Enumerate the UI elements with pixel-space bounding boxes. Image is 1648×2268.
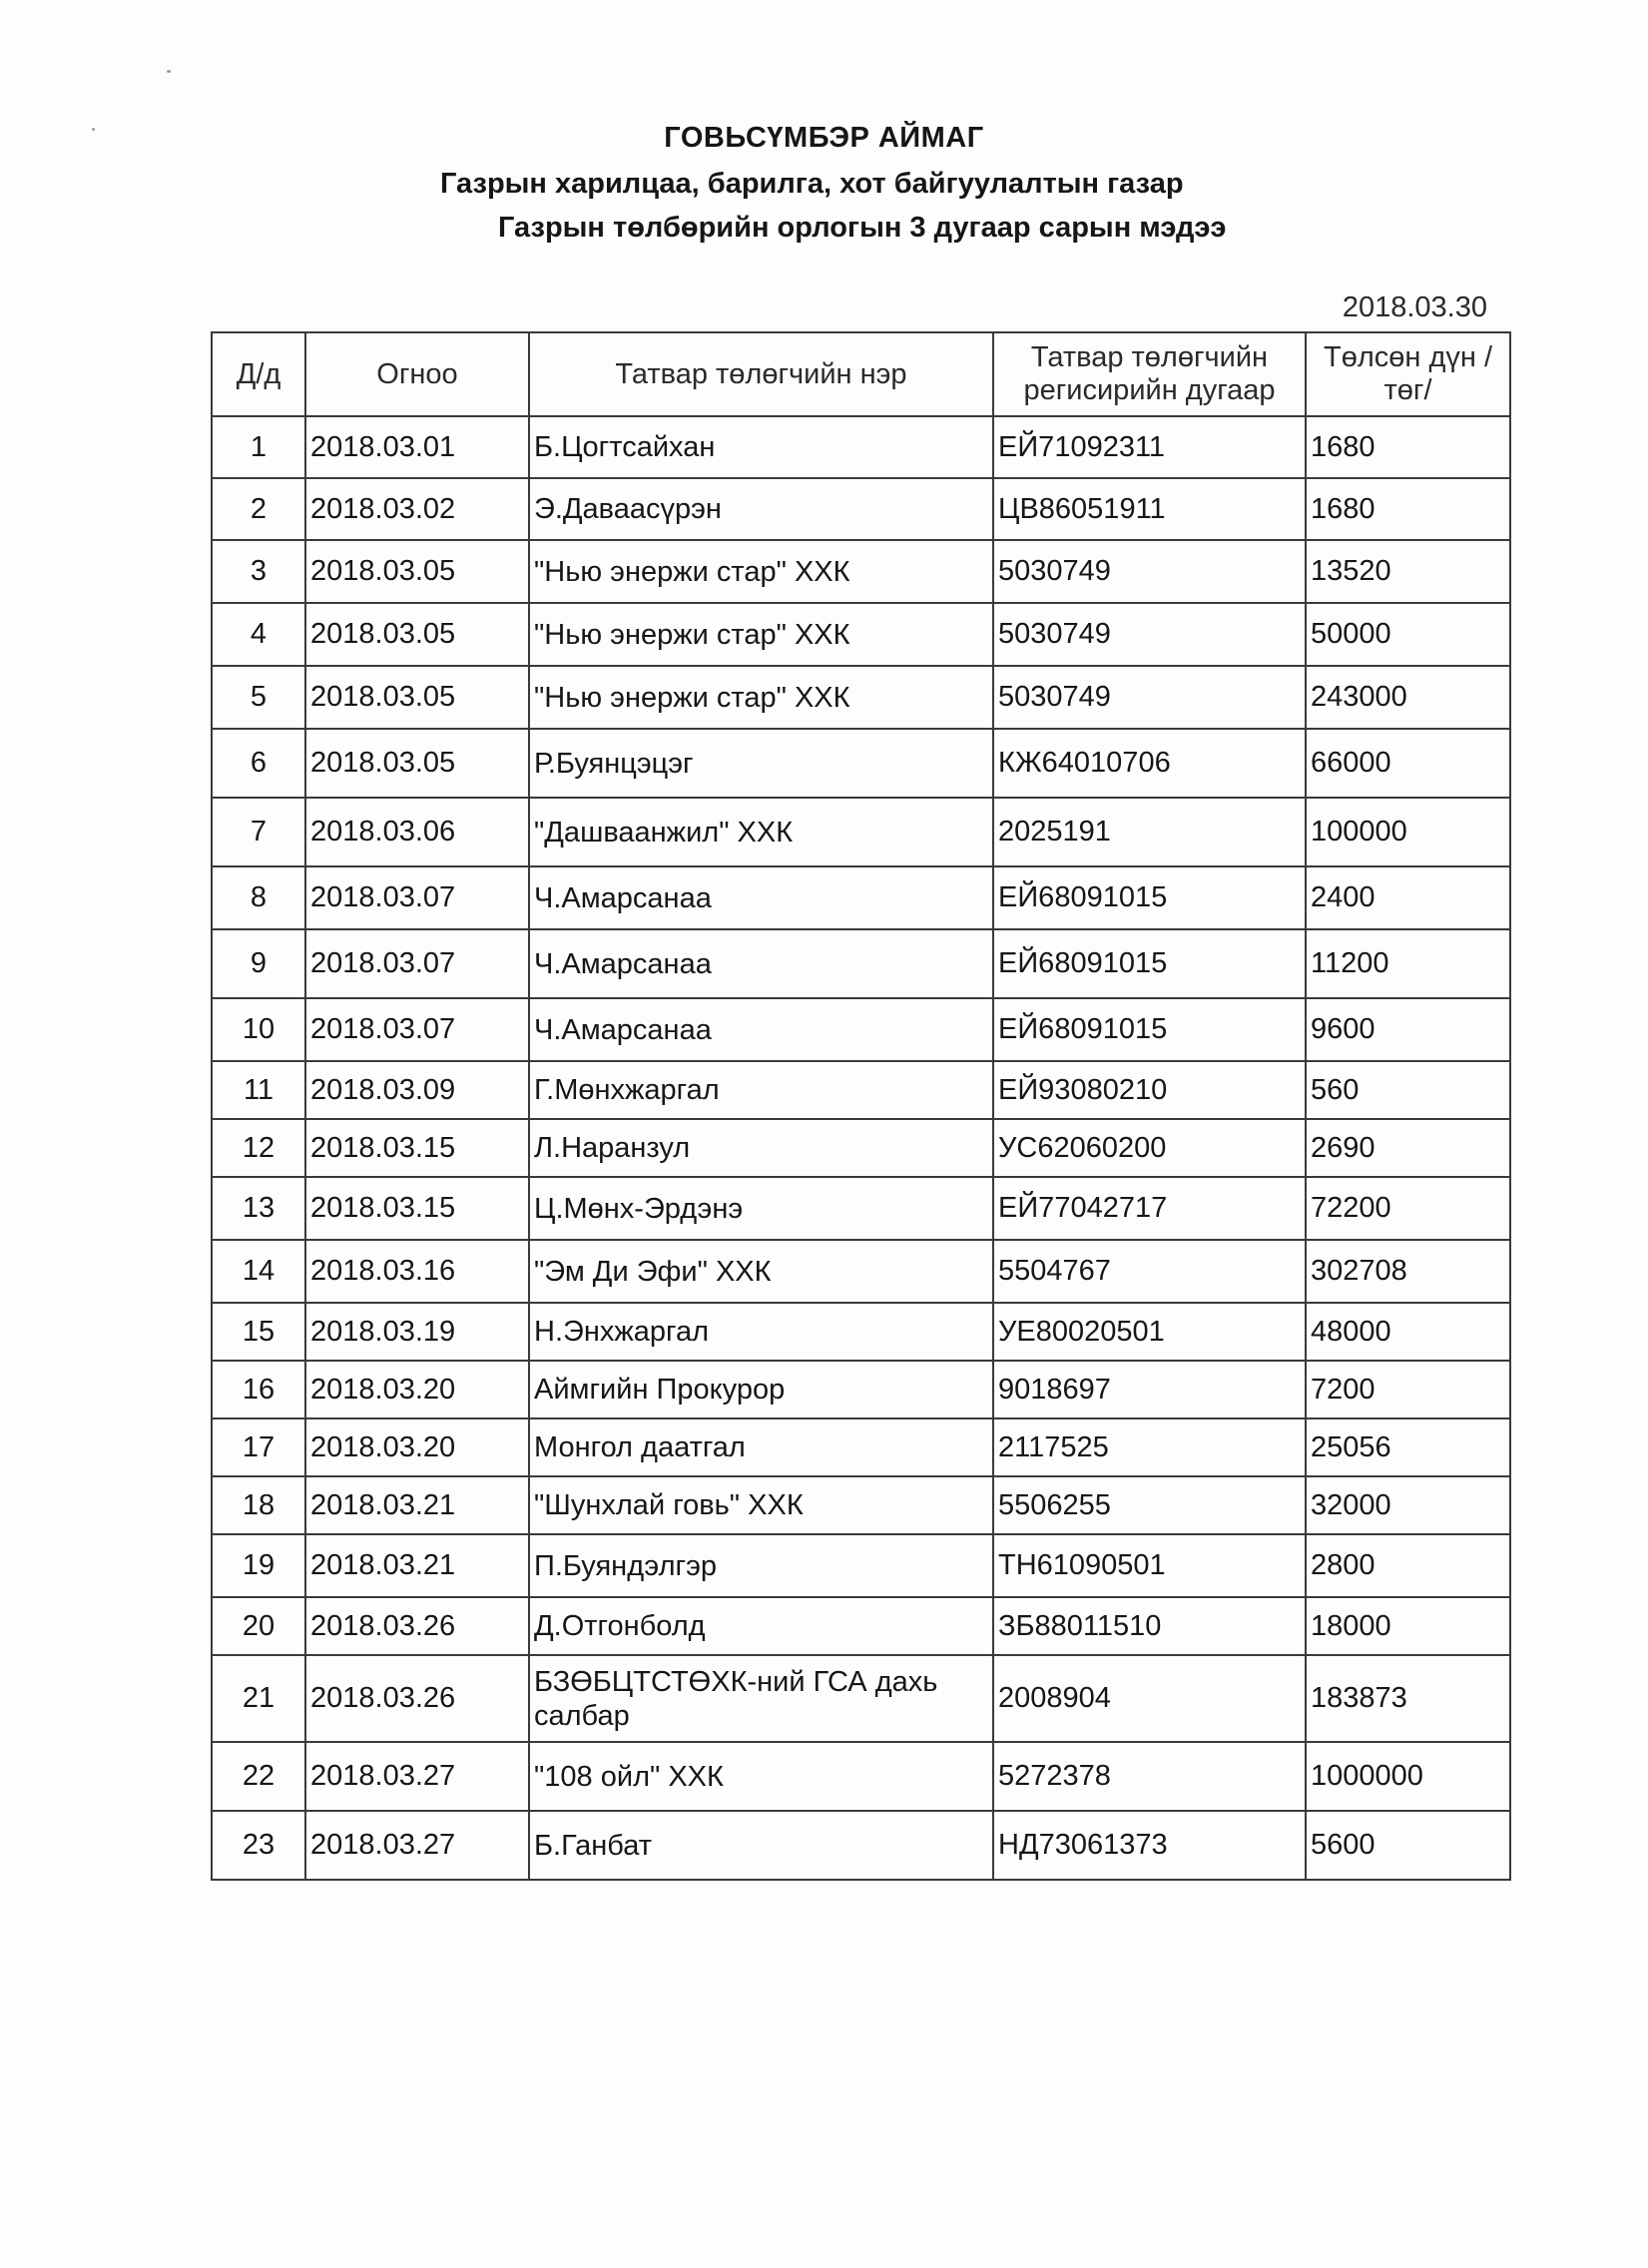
- cell-amount: 5600: [1306, 1811, 1510, 1880]
- table-header-row: [212, 332, 1510, 416]
- cell-registration: 2008904: [993, 1655, 1306, 1742]
- table-body: [212, 416, 1510, 1880]
- cell-amount: 560: [1306, 1061, 1510, 1119]
- cell-taxpayer-name: Монгол даатгал: [529, 1418, 993, 1476]
- cell-registration: 9018697: [993, 1361, 1306, 1418]
- cell-date: 2018.03.16: [305, 1240, 529, 1303]
- cell-index: 19: [212, 1534, 305, 1597]
- cell-date: 2018.03.06: [305, 798, 529, 866]
- report-date: 2018.03.30: [1342, 291, 1487, 323]
- cell-registration: 5506255: [993, 1476, 1306, 1534]
- cell-date: 2018.03.01: [305, 416, 529, 478]
- cell-taxpayer-name: "Шунхлай говь" ХХК: [529, 1476, 993, 1534]
- cell-index: 11: [212, 1061, 305, 1119]
- cell-registration: ЕЙ68091015: [993, 929, 1306, 998]
- cell-amount: 183873: [1306, 1655, 1510, 1742]
- cell-date: 2018.03.15: [305, 1177, 529, 1240]
- cell-taxpayer-name: Г.Мөнхжаргал: [529, 1061, 993, 1119]
- cell-index: 8: [212, 866, 305, 929]
- cell-amount: 302708: [1306, 1240, 1510, 1303]
- scan-speck: [167, 70, 171, 73]
- cell-registration: ТН61090501: [993, 1534, 1306, 1597]
- table-row: [212, 729, 1510, 798]
- cell-taxpayer-name: "108 ойл" ХХК: [529, 1742, 993, 1811]
- cell-date: 2018.03.27: [305, 1811, 529, 1880]
- cell-date: 2018.03.27: [305, 1742, 529, 1811]
- table-row: [212, 666, 1510, 729]
- cell-registration: 5504767: [993, 1240, 1306, 1303]
- cell-registration: ЕЙ93080210: [993, 1061, 1306, 1119]
- cell-index: 2: [212, 478, 305, 540]
- cell-index: 7: [212, 798, 305, 866]
- cell-amount: 72200: [1306, 1177, 1510, 1240]
- table-row: [212, 478, 1510, 540]
- cell-date: 2018.03.21: [305, 1476, 529, 1534]
- cell-index: 20: [212, 1597, 305, 1655]
- table-row: [212, 1177, 1510, 1240]
- cell-index: 22: [212, 1742, 305, 1811]
- cell-taxpayer-name: Аймгийн Прокурор: [529, 1361, 993, 1418]
- table-row: [212, 929, 1510, 998]
- cell-date: 2018.03.20: [305, 1361, 529, 1418]
- cell-registration: ЗБ88011510: [993, 1597, 1306, 1655]
- cell-amount: 1000000: [1306, 1742, 1510, 1811]
- cell-amount: 7200: [1306, 1361, 1510, 1418]
- cell-registration: УС62060200: [993, 1119, 1306, 1177]
- header-taxpayer-name: Татвар төлөгчийн нэр: [529, 332, 993, 416]
- cell-registration: КЖ64010706: [993, 729, 1306, 798]
- cell-amount: 25056: [1306, 1418, 1510, 1476]
- cell-date: 2018.03.19: [305, 1303, 529, 1361]
- cell-registration: 2025191: [993, 798, 1306, 866]
- table-row: [212, 416, 1510, 478]
- cell-date: 2018.03.26: [305, 1597, 529, 1655]
- table-row: [212, 1119, 1510, 1177]
- cell-index: 15: [212, 1303, 305, 1361]
- cell-amount: 32000: [1306, 1476, 1510, 1534]
- cell-amount: 18000: [1306, 1597, 1510, 1655]
- cell-date: 2018.03.05: [305, 540, 529, 603]
- cell-taxpayer-name: П.Буяндэлгэр: [529, 1534, 993, 1597]
- cell-taxpayer-name: "Нью энержи стар" ХХК: [529, 666, 993, 729]
- cell-taxpayer-name: Д.Отгонболд: [529, 1597, 993, 1655]
- table-row: [212, 1534, 1510, 1597]
- cell-taxpayer-name: Н.Энхжаргал: [529, 1303, 993, 1361]
- cell-amount: 50000: [1306, 603, 1510, 666]
- table-row: [212, 1061, 1510, 1119]
- cell-amount: 9600: [1306, 998, 1510, 1061]
- header-index: Д/д: [212, 332, 305, 416]
- cell-taxpayer-name: "Эм Ди Эфи" ХХК: [529, 1240, 993, 1303]
- cell-index: 5: [212, 666, 305, 729]
- cell-registration: ЕЙ68091015: [993, 866, 1306, 929]
- table-row: [212, 1597, 1510, 1655]
- cell-index: 18: [212, 1476, 305, 1534]
- table-row: [212, 866, 1510, 929]
- cell-taxpayer-name: БЗӨБЦТСТӨХК-ний ГСА дахь салбар: [529, 1655, 993, 1742]
- cell-date: 2018.03.07: [305, 998, 529, 1061]
- cell-date: 2018.03.07: [305, 866, 529, 929]
- cell-taxpayer-name: Б.Цогтсайхан: [529, 416, 993, 478]
- cell-amount: 48000: [1306, 1303, 1510, 1361]
- cell-index: 17: [212, 1418, 305, 1476]
- cell-amount: 2690: [1306, 1119, 1510, 1177]
- table-row: [212, 798, 1510, 866]
- cell-amount: 100000: [1306, 798, 1510, 866]
- header-registration: Татвар төлөгчийн регисирийн дугаар: [993, 332, 1306, 416]
- cell-taxpayer-name: Б.Ганбат: [529, 1811, 993, 1880]
- cell-registration: ЕЙ77042717: [993, 1177, 1306, 1240]
- table-row: [212, 540, 1510, 603]
- cell-taxpayer-name: "Нью энержи стар" ХХК: [529, 540, 993, 603]
- cell-date: 2018.03.20: [305, 1418, 529, 1476]
- cell-registration: ЕЙ68091015: [993, 998, 1306, 1061]
- cell-index: 1: [212, 416, 305, 478]
- cell-taxpayer-name: Э.Даваасүрэн: [529, 478, 993, 540]
- cell-date: 2018.03.21: [305, 1534, 529, 1597]
- header-amount: Төлсөн дүн /төг/: [1306, 332, 1510, 416]
- cell-date: 2018.03.26: [305, 1655, 529, 1742]
- cell-registration: ЦВ86051911: [993, 478, 1306, 540]
- cell-index: 21: [212, 1655, 305, 1742]
- cell-taxpayer-name: Р.Буянцэцэг: [529, 729, 993, 798]
- cell-registration: ЕЙ71092311: [993, 416, 1306, 478]
- cell-amount: 1680: [1306, 478, 1510, 540]
- department-title: Газрын харилцаа, барилга, хот байгуулалтын газар: [440, 168, 1184, 200]
- cell-taxpayer-name: Л.Наранзул: [529, 1119, 993, 1177]
- table-row: [212, 1655, 1510, 1742]
- cell-taxpayer-name: Ц.Мөнх-Эрдэнэ: [529, 1177, 993, 1240]
- cell-taxpayer-name: Ч.Амарсанаа: [529, 929, 993, 998]
- table-row: [212, 1811, 1510, 1880]
- cell-date: 2018.03.07: [305, 929, 529, 998]
- cell-index: 14: [212, 1240, 305, 1303]
- cell-index: 16: [212, 1361, 305, 1418]
- cell-registration: 5030749: [993, 666, 1306, 729]
- header-date: Огноо: [305, 332, 529, 416]
- table-row: [212, 603, 1510, 666]
- cell-amount: 13520: [1306, 540, 1510, 603]
- cell-amount: 2800: [1306, 1534, 1510, 1597]
- cell-date: 2018.03.09: [305, 1061, 529, 1119]
- region-title: ГОВЬСҮМБЭР АЙМАГ: [664, 122, 984, 154]
- table-row: [212, 1742, 1510, 1811]
- cell-index: 6: [212, 729, 305, 798]
- cell-amount: 1680: [1306, 416, 1510, 478]
- cell-index: 13: [212, 1177, 305, 1240]
- cell-index: 9: [212, 929, 305, 998]
- table-row: [212, 1418, 1510, 1476]
- cell-date: 2018.03.02: [305, 478, 529, 540]
- table-row: [212, 1303, 1510, 1361]
- cell-index: 4: [212, 603, 305, 666]
- cell-amount: 66000: [1306, 729, 1510, 798]
- cell-amount: 243000: [1306, 666, 1510, 729]
- cell-date: 2018.03.05: [305, 603, 529, 666]
- cell-index: 10: [212, 998, 305, 1061]
- cell-registration: 5030749: [993, 603, 1306, 666]
- table-row: [212, 998, 1510, 1061]
- table-row: [212, 1361, 1510, 1418]
- cell-amount: 2400: [1306, 866, 1510, 929]
- cell-index: 23: [212, 1811, 305, 1880]
- cell-registration: УЕ80020501: [993, 1303, 1306, 1361]
- cell-registration: 2117525: [993, 1418, 1306, 1476]
- table-row: [212, 1476, 1510, 1534]
- report-title: Газрын төлбөрийн орлогын 3 дугаар сарын мэдээ: [498, 212, 1227, 244]
- cell-registration: НД73061373: [993, 1811, 1306, 1880]
- cell-amount: 11200: [1306, 929, 1510, 998]
- cell-date: 2018.03.05: [305, 729, 529, 798]
- cell-date: 2018.03.05: [305, 666, 529, 729]
- table-row: [212, 1240, 1510, 1303]
- cell-registration: 5030749: [993, 540, 1306, 603]
- payments-table: [211, 331, 1511, 1881]
- cell-taxpayer-name: "Нью энержи стар" ХХК: [529, 603, 993, 666]
- cell-index: 12: [212, 1119, 305, 1177]
- cell-taxpayer-name: Ч.Амарсанаа: [529, 866, 993, 929]
- cell-taxpayer-name: Ч.Амарсанаа: [529, 998, 993, 1061]
- cell-registration: 5272378: [993, 1742, 1306, 1811]
- cell-index: 3: [212, 540, 305, 603]
- cell-taxpayer-name: "Дашваанжил" ХХК: [529, 798, 993, 866]
- cell-date: 2018.03.15: [305, 1119, 529, 1177]
